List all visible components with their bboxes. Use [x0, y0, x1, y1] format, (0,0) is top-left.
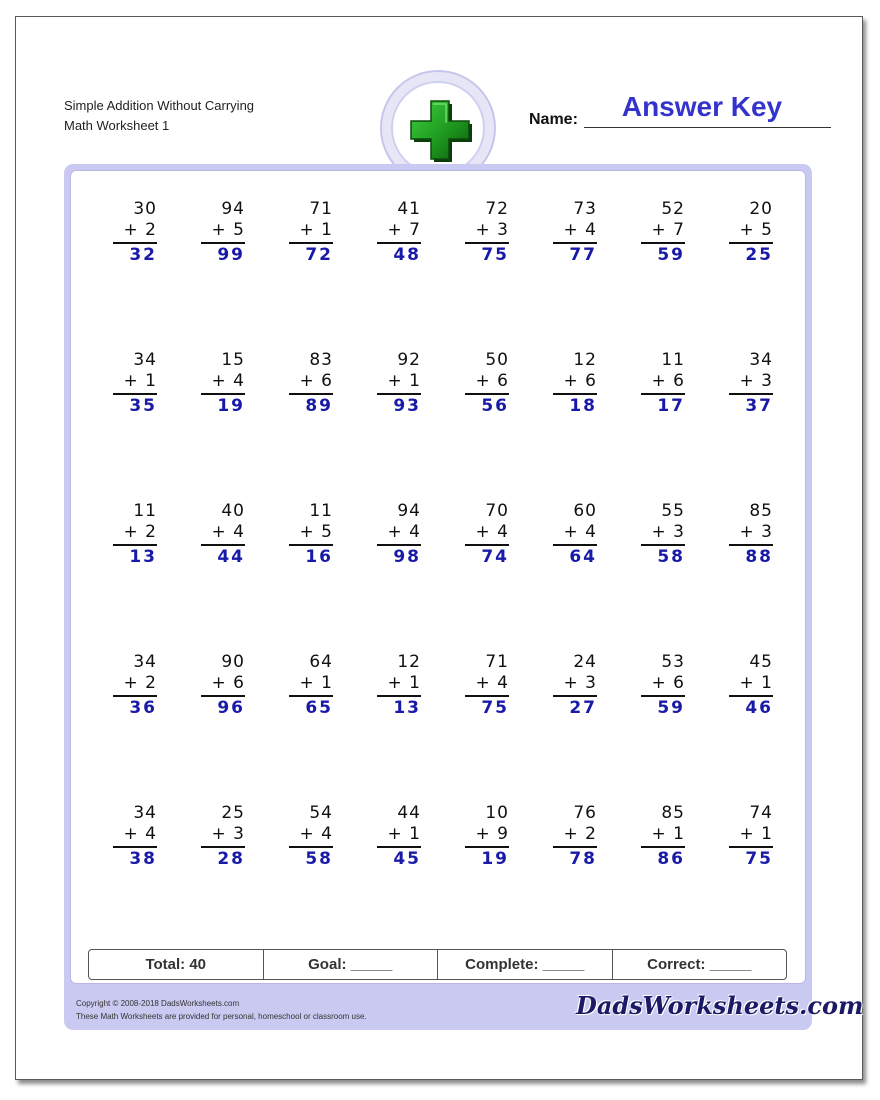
problem-top-number: 45 [749, 652, 773, 672]
addition-problem [377, 652, 421, 722]
problem-addend: + 3 [563, 673, 597, 693]
problem-top-number: 94 [221, 199, 245, 219]
problem-addend: + 1 [387, 673, 421, 693]
problem-answer: 38 [129, 849, 157, 869]
problem-answer: 75 [481, 698, 509, 718]
problem-answer: 93 [393, 396, 421, 416]
problem-addend: + 4 [563, 220, 597, 240]
problem-top-number: 12 [573, 350, 597, 370]
addition-problem [201, 652, 245, 722]
problem-answer: 78 [569, 849, 597, 869]
problem-addend: + 4 [299, 824, 333, 844]
problem-sum-line [201, 544, 245, 546]
problem-addend: + 1 [299, 220, 333, 240]
addition-problem [289, 350, 333, 420]
addition-problem [641, 652, 685, 722]
problem-top-number: 20 [749, 199, 773, 219]
problem-addend: + 7 [387, 220, 421, 240]
tally-goal: Goal: _____ [264, 950, 439, 979]
problem-sum-line [377, 695, 421, 697]
problem-answer: 37 [745, 396, 773, 416]
problem-answer: 59 [657, 245, 685, 265]
problem-sum-line [465, 695, 509, 697]
problem-addend: + 1 [299, 673, 333, 693]
addition-problem [553, 199, 597, 269]
problem-top-number: 34 [133, 350, 157, 370]
problem-sum-line [465, 242, 509, 244]
problem-answer: 44 [217, 547, 245, 567]
problem-top-number: 40 [221, 501, 245, 521]
problem-sum-line [113, 242, 157, 244]
problem-top-number: 74 [749, 803, 773, 823]
problem-top-number: 54 [309, 803, 333, 823]
problem-top-number: 76 [573, 803, 597, 823]
problem-answer: 13 [129, 547, 157, 567]
addition-problem [377, 199, 421, 269]
problem-addend: + 1 [739, 824, 773, 844]
problem-addend: + 4 [387, 522, 421, 542]
addition-problem [465, 652, 509, 722]
addition-problem [113, 199, 157, 269]
problem-top-number: 50 [485, 350, 509, 370]
problem-addend: + 2 [123, 522, 157, 542]
dadsworksheets-logo: DadsWorksheets.com [576, 991, 864, 1020]
addition-problem [113, 501, 157, 571]
addition-problem [201, 803, 245, 873]
addition-problem [201, 501, 245, 571]
problem-top-number: 85 [661, 803, 685, 823]
problem-addend: + 2 [123, 220, 157, 240]
problem-addend: + 6 [211, 673, 245, 693]
problem-sum-line [377, 544, 421, 546]
problem-top-number: 24 [573, 652, 597, 672]
problem-sum-line [113, 393, 157, 395]
problem-sum-line [641, 242, 685, 244]
addition-problem [729, 199, 773, 269]
problem-sum-line [377, 846, 421, 848]
problem-addend: + 4 [563, 522, 597, 542]
problem-answer: 75 [481, 245, 509, 265]
problem-answer: 86 [657, 849, 685, 869]
problem-addend: + 6 [651, 371, 685, 391]
addition-problem [465, 350, 509, 420]
problem-answer: 46 [745, 698, 773, 718]
problem-top-number: 72 [485, 199, 509, 219]
addition-problem [377, 501, 421, 571]
addition-problem [641, 501, 685, 571]
problem-top-number: 94 [397, 501, 421, 521]
problem-addend: + 3 [651, 522, 685, 542]
problem-sum-line [729, 393, 773, 395]
problem-addend: + 4 [211, 522, 245, 542]
problem-answer: 45 [393, 849, 421, 869]
problem-answer: 48 [393, 245, 421, 265]
problem-addend: + 4 [475, 522, 509, 542]
problem-answer: 65 [305, 698, 333, 718]
problem-top-number: 34 [749, 350, 773, 370]
problem-answer: 96 [217, 698, 245, 718]
problem-top-number: 85 [749, 501, 773, 521]
addition-problem [377, 803, 421, 873]
problem-answer: 58 [657, 547, 685, 567]
problem-sum-line [289, 544, 333, 546]
problem-answer: 27 [569, 698, 597, 718]
problem-answer: 19 [481, 849, 509, 869]
tally-correct: Correct: _____ [647, 956, 752, 973]
problem-sum-line [201, 242, 245, 244]
addition-problem [113, 803, 157, 873]
footer-copyright-block [76, 997, 367, 1023]
problem-top-number: 70 [485, 501, 509, 521]
problem-addend: + 7 [651, 220, 685, 240]
addition-problem [465, 803, 509, 873]
problem-addend: + 5 [299, 522, 333, 542]
problem-sum-line [113, 695, 157, 697]
problem-sum-line [377, 242, 421, 244]
problem-answer: 25 [745, 245, 773, 265]
problem-answer: 35 [129, 396, 157, 416]
addition-problem [553, 501, 597, 571]
addition-problem [729, 652, 773, 722]
addition-problem [377, 350, 421, 420]
problem-top-number: 90 [221, 652, 245, 672]
problem-addend: + 6 [563, 371, 597, 391]
addition-problem [289, 803, 333, 873]
problem-top-number: 55 [661, 501, 685, 521]
problem-answer: 77 [569, 245, 597, 265]
problem-sum-line [289, 695, 333, 697]
problem-top-number: 92 [397, 350, 421, 370]
problem-sum-line [729, 242, 773, 244]
problem-addend: + 1 [123, 371, 157, 391]
addition-problem [113, 652, 157, 722]
problem-top-number: 12 [397, 652, 421, 672]
addition-problem [289, 199, 333, 269]
answer-key-text: Answer Key [621, 91, 783, 122]
problem-top-number: 15 [221, 350, 245, 370]
addition-problem [641, 199, 685, 269]
problem-top-number: 52 [661, 199, 685, 219]
problem-addend: + 4 [475, 673, 509, 693]
problem-addend: + 6 [651, 673, 685, 693]
problem-sum-line [553, 846, 597, 848]
addition-problem [201, 350, 245, 420]
problem-answer: 99 [217, 245, 245, 265]
problem-answer: 18 [569, 396, 597, 416]
problem-answer: 88 [745, 547, 773, 567]
problem-addend: + 5 [739, 220, 773, 240]
problem-top-number: 71 [309, 199, 333, 219]
name-label: Name: [529, 111, 578, 128]
worksheet-title: Simple Addition Without Carrying [64, 98, 255, 113]
tally-complete: Complete: _____ [438, 950, 613, 979]
worksheet-subtitle: Math Worksheet 1 [64, 118, 170, 133]
problem-sum-line [641, 695, 685, 697]
problem-answer: 89 [305, 396, 333, 416]
problem-addend: + 1 [387, 824, 421, 844]
footer-copyright: Copyright © 2008-2018 DadsWorksheets.com [76, 999, 240, 1008]
problem-addend: + 4 [123, 824, 157, 844]
problem-addend: + 2 [563, 824, 597, 844]
problem-answer: 58 [305, 849, 333, 869]
problem-sum-line [289, 242, 333, 244]
problem-top-number: 11 [309, 501, 333, 521]
problem-sum-line [553, 695, 597, 697]
problem-addend: + 3 [211, 824, 245, 844]
problem-sum-line [641, 846, 685, 848]
problem-sum-line [465, 393, 509, 395]
addition-problem [641, 803, 685, 873]
problem-sum-line [113, 544, 157, 546]
problem-sum-line [113, 846, 157, 848]
problem-top-number: 71 [485, 652, 509, 672]
worksheet-title-block [64, 96, 254, 136]
footer-notice: These Math Worksheets are provided for personal, homeschool or classroom use. [76, 1012, 367, 1021]
problem-answer: 28 [217, 849, 245, 869]
problem-answer: 72 [305, 245, 333, 265]
addition-problem [729, 350, 773, 420]
problem-sum-line [201, 393, 245, 395]
problem-top-number: 83 [309, 350, 333, 370]
problem-answer: 19 [217, 396, 245, 416]
problem-addend: + 3 [739, 371, 773, 391]
problem-addend: + 3 [739, 522, 773, 542]
score-tally [88, 949, 787, 980]
problem-addend: + 3 [475, 220, 509, 240]
problem-sum-line [201, 846, 245, 848]
problem-addend: + 1 [739, 673, 773, 693]
problem-top-number: 41 [397, 199, 421, 219]
problem-answer: 32 [129, 245, 157, 265]
green-plus-icon [404, 94, 476, 166]
problem-addend: + 6 [475, 371, 509, 391]
problem-addend: + 2 [123, 673, 157, 693]
problem-top-number: 60 [573, 501, 597, 521]
problem-sum-line [729, 846, 773, 848]
problem-top-number: 44 [397, 803, 421, 823]
problem-addend: + 5 [211, 220, 245, 240]
addition-problem [465, 501, 509, 571]
problem-sum-line [553, 544, 597, 546]
problem-sum-line [553, 393, 597, 395]
problem-addend: + 4 [211, 371, 245, 391]
problem-addend: + 9 [475, 824, 509, 844]
problem-top-number: 30 [133, 199, 157, 219]
problem-sum-line [289, 393, 333, 395]
problem-top-number: 11 [133, 501, 157, 521]
addition-problem [289, 652, 333, 722]
problem-answer: 13 [393, 698, 421, 718]
addition-problem [289, 501, 333, 571]
addition-problem [201, 199, 245, 269]
problem-top-number: 64 [309, 652, 333, 672]
problem-sum-line [553, 242, 597, 244]
problem-sum-line [641, 393, 685, 395]
problems-grid [70, 170, 806, 984]
problem-top-number: 11 [661, 350, 685, 370]
problem-answer: 56 [481, 396, 509, 416]
addition-problem [641, 350, 685, 420]
problem-sum-line [729, 544, 773, 546]
problem-top-number: 34 [133, 652, 157, 672]
problem-top-number: 34 [133, 803, 157, 823]
problem-top-number: 73 [573, 199, 597, 219]
name-underline [584, 127, 831, 128]
problem-top-number: 10 [485, 803, 509, 823]
problem-sum-line [465, 544, 509, 546]
problem-answer: 16 [305, 547, 333, 567]
problem-answer: 98 [393, 547, 421, 567]
problem-sum-line [289, 846, 333, 848]
addition-problem [729, 501, 773, 571]
addition-problem [553, 652, 597, 722]
problem-addend: + 1 [651, 824, 685, 844]
addition-problem [465, 199, 509, 269]
problem-addend: + 1 [387, 371, 421, 391]
problem-answer: 59 [657, 698, 685, 718]
problems-frame [64, 164, 864, 1030]
problem-addend: + 6 [299, 371, 333, 391]
problem-top-number: 25 [221, 803, 245, 823]
problem-answer: 64 [569, 547, 597, 567]
problem-answer: 36 [129, 698, 157, 718]
problem-sum-line [465, 846, 509, 848]
tally-total: Total: 40 [89, 950, 264, 979]
addition-problem [553, 350, 597, 420]
problem-sum-line [377, 393, 421, 395]
problem-sum-line [729, 695, 773, 697]
problem-top-number: 53 [661, 652, 685, 672]
addition-problem [553, 803, 597, 873]
problem-answer: 74 [481, 547, 509, 567]
problem-answer: 17 [657, 396, 685, 416]
problem-sum-line [641, 544, 685, 546]
problem-answer: 75 [745, 849, 773, 869]
addition-problem [729, 803, 773, 873]
problem-sum-line [201, 695, 245, 697]
addition-problem [113, 350, 157, 420]
